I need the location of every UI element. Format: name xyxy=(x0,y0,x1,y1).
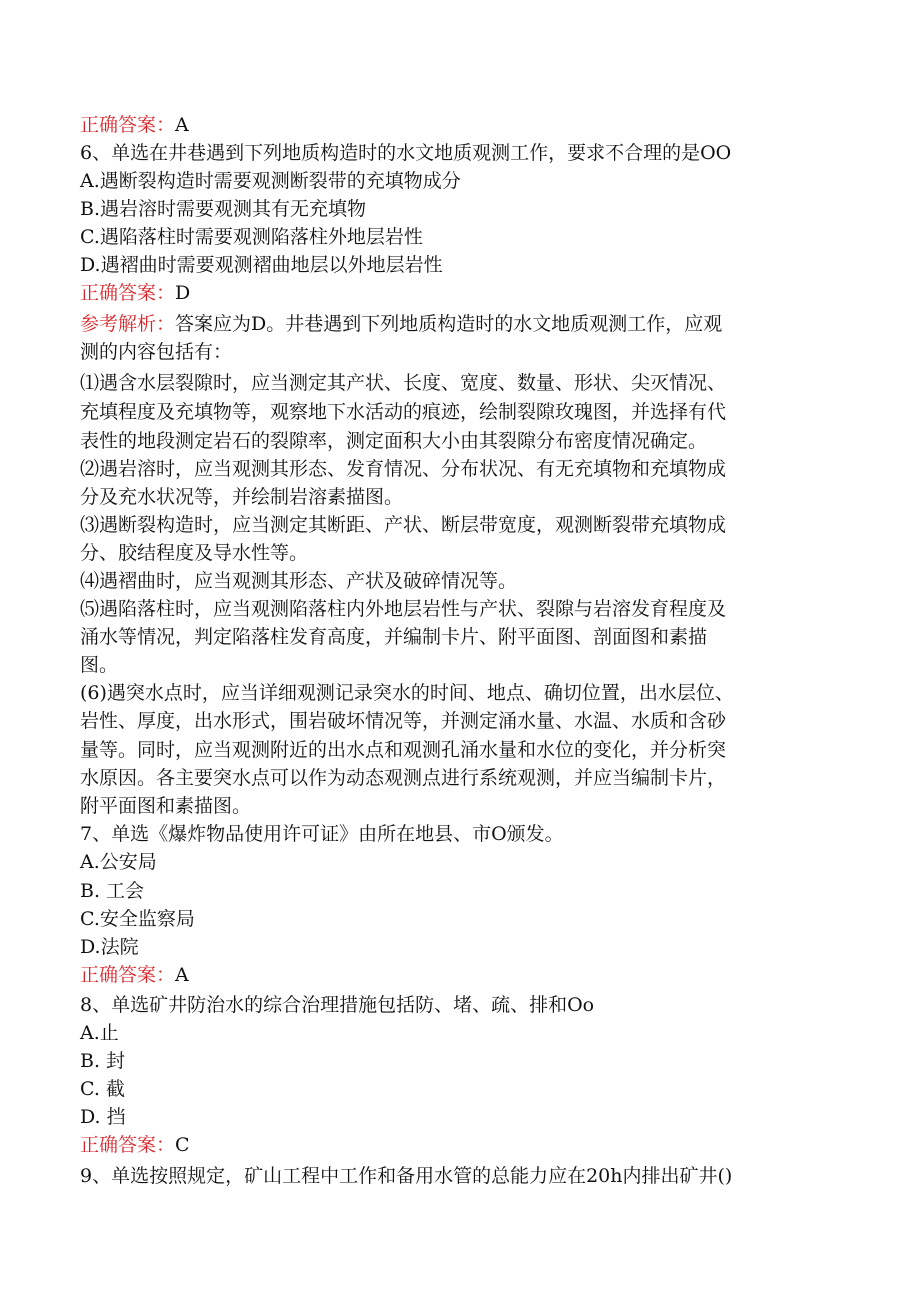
q7-answer-label: 正确答案： xyxy=(80,964,176,986)
q6-analysis-label: 参考解析： xyxy=(80,313,176,335)
q6-analysis-line-15: 岩性、厚度，出水形式，围岩破坏情况等，并测定涌水量、水温、水质和含砂 xyxy=(80,710,727,732)
q6-analysis-line-9: 分、胶结程度及导水性等。 xyxy=(80,542,309,564)
q6-analysis-line-18: 附平面图和素描图。 xyxy=(80,795,252,817)
q6-analysis-line-14: (6)遇突水点时，应当详细观测记录突水的时间、地点、确切位置，出水层位、 xyxy=(80,682,734,704)
q5-answer-line xyxy=(80,111,189,139)
q7-option-a: A.公安局 xyxy=(80,851,157,873)
q6-stem: 6、单选在井巷遇到下列地质构造时的水文地质观测工作，要求不合理的是OO xyxy=(80,142,732,164)
q6-analysis-line-11: ⑸遇陷落柱时，应当观测陷落柱内外地层岩性与产状、裂隙与岩溶发育程度及 xyxy=(80,598,727,620)
q6-analysis-line-2: 测的内容包括有： xyxy=(80,341,233,363)
q6-analysis-line-8: ⑶遇断裂构造时，应当测定其断距、产状、断层带宽度，观测断裂带充填物成 xyxy=(80,514,727,536)
q6-answer-value: D xyxy=(175,282,191,304)
q5-answer-label: 正确答案： xyxy=(80,114,176,136)
q8-answer-value: C xyxy=(175,1134,190,1156)
q6-analysis-line-5: 表性的地段测定岩石的裂隙率，测定面积大小由其裂隙分布密度情况确定。 xyxy=(80,430,708,452)
q8-option-c: C. 截 xyxy=(80,1078,125,1100)
q7-answer-value: A xyxy=(175,964,189,986)
q8-option-a: A.止 xyxy=(80,1022,119,1044)
q8-stem: 8、单选矿井防治水的综合治理措施包括防、堵、疏、排和Oo xyxy=(80,994,595,1016)
q6-option-c: C.遇陷落柱时需要观测陷落柱外地层岩性 xyxy=(80,226,423,248)
q6-option-a: A.遇断裂构造时需要观测断裂带的充填物成分 xyxy=(80,170,461,192)
q6-analysis-line-3: ⑴遇含水层裂隙时，应当测定其产状、长度、宽度、数量、形状、尖灭情况、 xyxy=(80,372,727,394)
q6-option-b: B.遇岩溶时需要观测其有无充填物 xyxy=(80,198,367,220)
q5-answer-value: A xyxy=(175,114,189,136)
q6-analysis-line-17: 水原因。各主要突水点可以作为动态观测点进行系统观测，并应当编制卡片， xyxy=(80,767,727,789)
q7-stem: 7、单选《爆炸物品使用许可证》由所在地县、市O颁发。 xyxy=(80,823,564,845)
q6-analysis-line-10: ⑷遇褶曲时，应当观测其形态、产状及破碎情况等。 xyxy=(80,570,518,592)
q6-answer-label: 正确答案： xyxy=(80,282,176,304)
q6-option-d: D.遇褶曲时需要观测褶曲地层以外地层岩性 xyxy=(80,254,443,276)
q6-analysis-text: 答案应为D。井巷遇到下列地质构造时的水文地质观测工作，应观 xyxy=(175,313,723,335)
q8-option-b: B. 封 xyxy=(80,1050,126,1072)
q6-analysis-line-7: 分及充水状况等，并绘制岩溶素描图。 xyxy=(80,486,404,508)
q8-answer-line xyxy=(80,1131,190,1159)
q6-analysis-line-1 xyxy=(80,310,722,338)
q8-answer-label: 正确答案： xyxy=(80,1134,176,1156)
q6-analysis-line-13: 图。 xyxy=(80,654,119,676)
q7-option-c: C.安全监察局 xyxy=(80,908,195,930)
q6-analysis-line-16: 量等。同时，应当观测附近的出水点和观测孔涌水量和水位的变化，并分析突 xyxy=(80,739,727,761)
q6-analysis-line-4: 充填程度及充填物等，观察地下水活动的痕迹，绘制裂隙玫瑰图，并选择有代 xyxy=(80,401,727,423)
q7-answer-line xyxy=(80,961,189,989)
q8-option-d: D. 挡 xyxy=(80,1106,126,1128)
q7-option-d: D.法院 xyxy=(80,936,139,958)
q7-option-b: B. 工会 xyxy=(80,880,145,902)
q6-answer-line xyxy=(80,279,190,307)
q6-analysis-line-6: ⑵遇岩溶时，应当观测其形态、发育情况、分布状况、有无充填物和充填物成 xyxy=(80,458,727,480)
q9-stem: 9、单选按照规定，矿山工程中工作和备用水管的总能力应在20h内排出矿井() xyxy=(80,1165,733,1187)
q6-analysis-line-12: 涌水等情况，判定陷落柱发育高度，并编制卡片、附平面图、剖面图和素描 xyxy=(80,626,708,648)
